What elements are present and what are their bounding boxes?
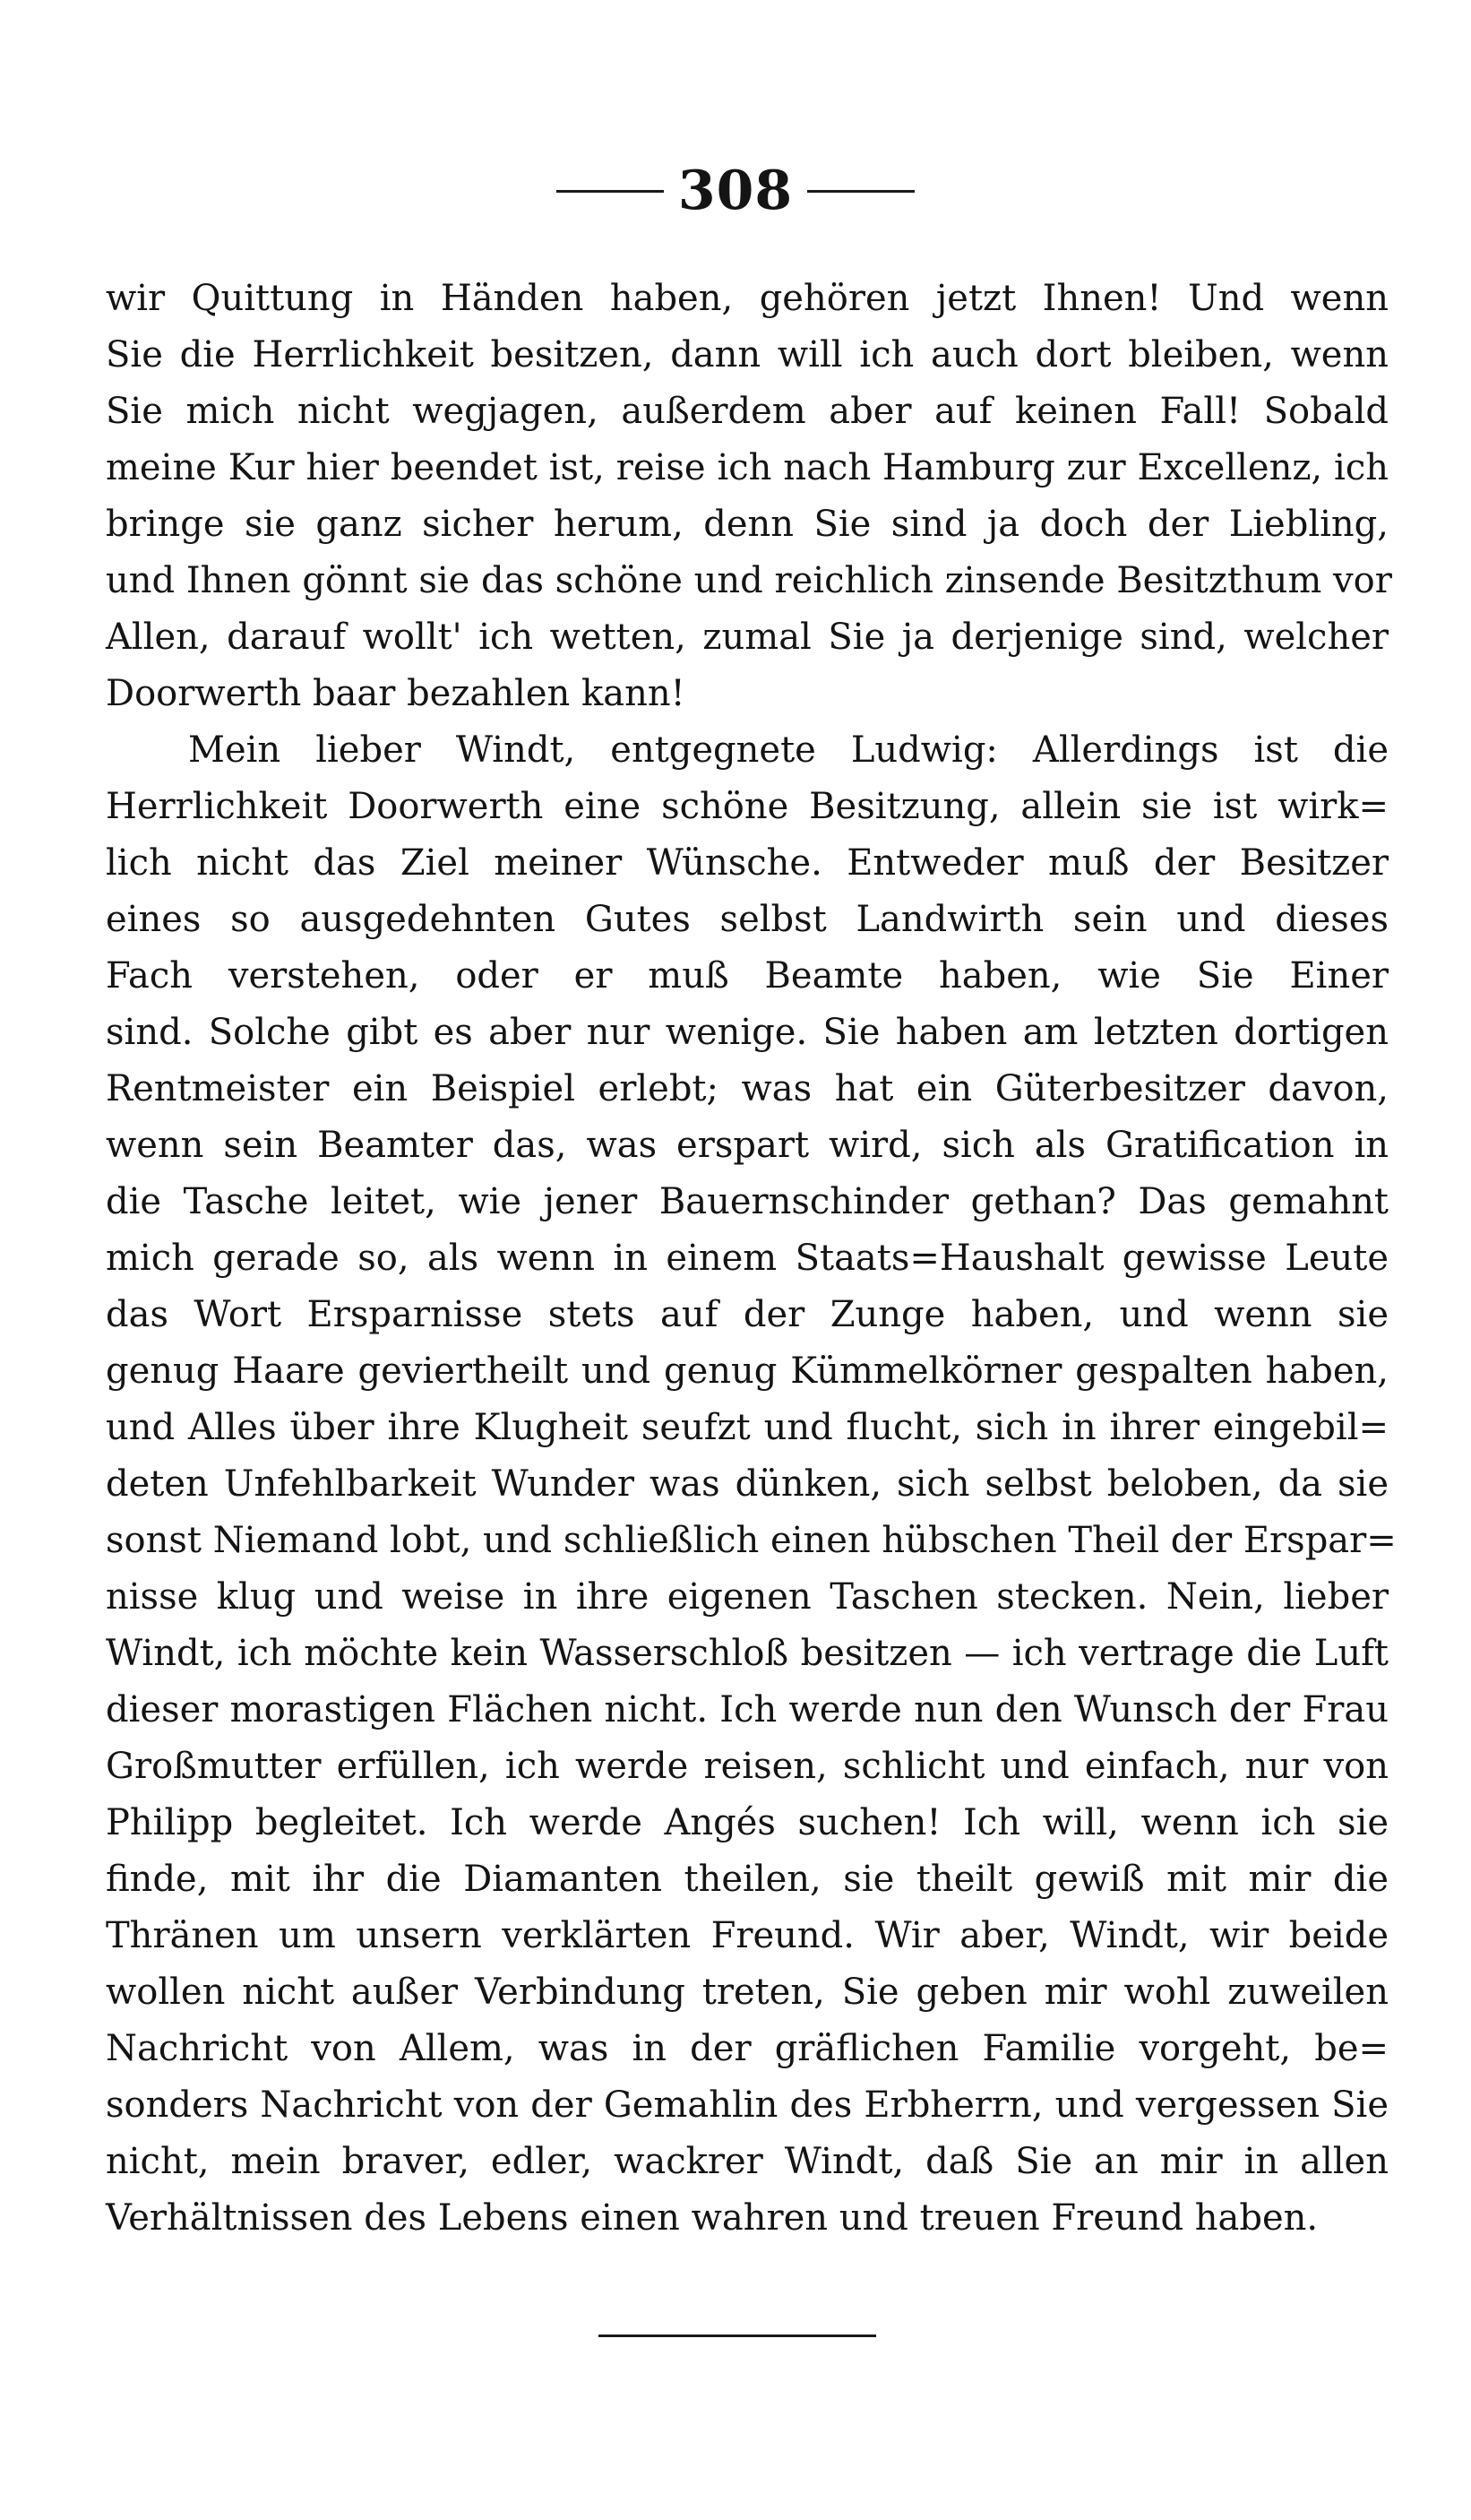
text-line: sind. Solche gibt es aber nur wenige. Sie haben am letzten dortigen bbox=[106, 1012, 1389, 1053]
paragraph-end-line: Doorwerth baar bezahlen kann! bbox=[106, 673, 685, 714]
paragraph-end-line: Verhältnissen des Lebens einen wahren und treuen Freund haben. bbox=[106, 2197, 1319, 2239]
text-line: und Ihnen gönnt sie das schöne und reichlich zinsende Besitzthum vor bbox=[106, 560, 1392, 601]
text-line: nisse klug und weise in ihre eigenen Taschen stecken. Nein, lieber bbox=[106, 1576, 1389, 1618]
text-line: dieser morastigen Flächen nicht. Ich werde nun den Wunsch der Frau bbox=[106, 1689, 1389, 1730]
text-line: Sie die Herrlichkeit besitzen, dann will ich auch dort bleiben, wenn bbox=[106, 334, 1389, 375]
text-line: lich nicht das Ziel meiner Wünsche. Entweder muß der Besitzer bbox=[106, 842, 1389, 884]
header-rule-right bbox=[807, 190, 915, 193]
text-line: und Alles über ihre Klugheit seufzt und flucht, sich in ihrer eingebil= bbox=[106, 1407, 1389, 1448]
text-line: wollen nicht außer Verbindung treten, Sie geben mir wohl zuweilen bbox=[106, 1972, 1389, 2013]
text-line: Nachricht von Allem, was in der gräflichen Familie vorgeht, be= bbox=[106, 2028, 1389, 2069]
text-line: finde, mit ihr die Diamanten theilen, sie theilt gewiß mit mir die bbox=[106, 1859, 1389, 1900]
text-line: wenn sein Beamter das, was erspart wird, sich als Gratification in bbox=[106, 1125, 1389, 1166]
text-line: genug Haare geviertheilt und genug Kümmelkörner gespalten haben, bbox=[106, 1351, 1389, 1392]
text-line: Windt, ich möchte kein Wasserschloß besitzen — ich vertrage die Luft bbox=[106, 1633, 1389, 1674]
text-line: Philipp begleitet. Ich werde Angés suchen! Ich will, wenn ich sie bbox=[106, 1802, 1389, 1843]
page-header bbox=[0, 160, 1471, 222]
page-number: 308 bbox=[677, 160, 794, 222]
text-line: Herrlichkeit Doorwerth eine schöne Besitzung, allein sie ist wirk= bbox=[106, 786, 1389, 827]
text-line: das Wort Ersparnisse stets auf der Zunge haben, und wenn sie bbox=[106, 1294, 1389, 1335]
text-line: sonders Nachricht von der Gemahlin des Erbherrn, und vergessen Sie bbox=[106, 2084, 1389, 2126]
text-line: nicht, mein braver, edler, wackrer Windt, daß Sie an mir in allen bbox=[106, 2141, 1389, 2182]
text-line: mich gerade so, als wenn in einem Staats=Haushalt gewisse Leute bbox=[106, 1238, 1389, 1279]
text-line: Großmutter erfüllen, ich werde reisen, schlicht und einfach, nur von bbox=[106, 1746, 1389, 1787]
header-rule-left bbox=[556, 190, 664, 193]
text-line: bringe sie ganz sicher herum, denn Sie sind ja doch der Liebling, bbox=[106, 504, 1389, 545]
text-line: Sie mich nicht wegjagen, außerdem aber auf keinen Fall! Sobald bbox=[106, 391, 1389, 432]
text-line: Thränen um unsern verklärten Freund. Wir aber, Windt, wir beide bbox=[106, 1915, 1389, 1956]
text-line: die Tasche leitet, wie jener Bauernschinder gethan? Das gemahnt bbox=[106, 1181, 1389, 1222]
text-line: meine Kur hier beendet ist, reise ich nach Hamburg zur Excellenz, ich bbox=[106, 447, 1389, 488]
text-line: Allen, darauf wollt' ich wetten, zumal Sie ja derjenige sind, welcher bbox=[106, 617, 1389, 658]
text-line: deten Unfehlbarkeit Wunder was dünken, sich selbst beloben, da sie bbox=[106, 1463, 1389, 1505]
text-line: Fach verstehen, oder er muß Beamte haben, wie Sie Einer bbox=[106, 955, 1389, 997]
text-line: eines so ausgedehnten Gutes selbst Landwirth sein und dieses bbox=[106, 899, 1389, 940]
text-line: Rentmeister ein Beispiel erlebt; was hat ein Güterbesitzer davon, bbox=[106, 1068, 1389, 1109]
chapter-end-rule bbox=[598, 2334, 876, 2337]
text-line: sonst Niemand lobt, und schließlich einen hübschen Theil der Erspar= bbox=[106, 1520, 1397, 1561]
paragraph-start-line: Mein lieber Windt, entgegnete Ludwig: Allerdings ist die bbox=[188, 729, 1389, 771]
text-line: wir Quittung in Händen haben, gehören jetzt Ihnen! Und wenn bbox=[106, 278, 1389, 319]
body-text bbox=[106, 271, 1397, 2247]
